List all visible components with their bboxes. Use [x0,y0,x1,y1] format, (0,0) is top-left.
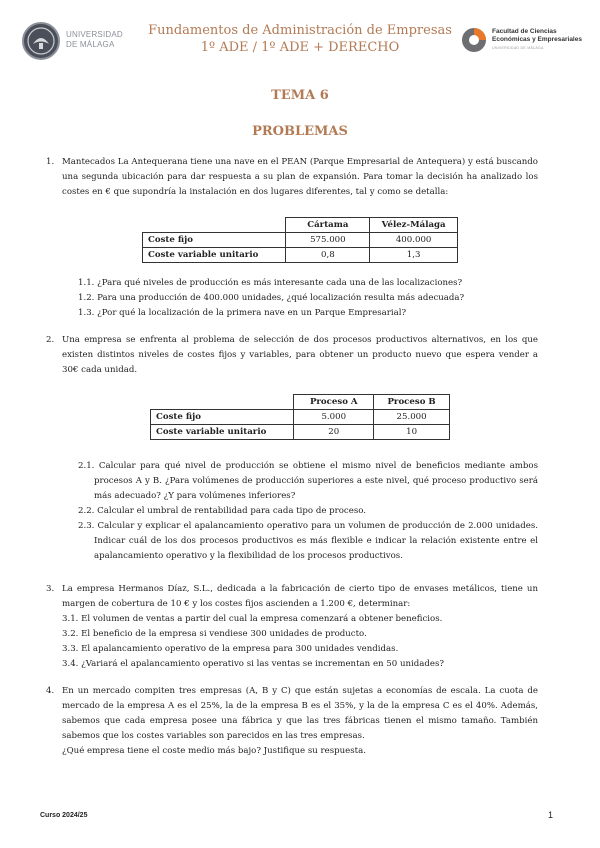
problem-2-text: Una empresa se enfrenta al problema de selección de dos procesos productivos alternativos, en los que existen distintos niveles de costes fijos y variables, para obtener un producto nuevo que espera vender a 30€ cada unidad. [62,335,538,375]
problem-4-statement [46,684,538,759]
problem-2-questions [78,459,538,564]
university-name-line-2: DE MÁLAGA [66,40,115,49]
table-row-label: Coste fijo [151,410,294,425]
table-cell: 400.000 [370,233,458,248]
problem-4-question: ¿Qué empresa tiene el coste medio más bajo? Justifique su respuesta. [62,746,366,756]
problem-1-table [142,217,458,263]
course-title: Fundamentos de Administración de Empresas [148,23,452,38]
section-title: PROBLEMAS [252,124,348,139]
faculty-name-line-2: Económicas y Empresariales [492,36,582,43]
problem-3-statement [46,582,538,672]
table-header-cell: Cártama [286,218,370,233]
faculty-sub: UNIVERSIDAD DE MÁLAGA [492,46,544,50]
course-subtitle: 1º ADE / 1º ADE + DERECHO [200,40,400,55]
topic-title: TEMA 6 [271,88,329,103]
table-row [143,248,458,263]
question-3-4: 3.4. ¿Variará el apalancamiento operativo si las ventas se incrementan en 50 unidades? [62,659,445,669]
question-3-1: 3.1. El volumen de ventas a partir del cual la empresa comenzará a obtener beneficios. [62,614,443,624]
table-corner-cell [143,218,286,233]
table-header-cell: Proceso B [374,395,450,410]
table-cell: 10 [374,425,450,440]
table-cell: 1,3 [370,248,458,263]
table-row-label: Coste fijo [143,233,286,248]
problem-1-questions [78,276,538,321]
faculty-name-line-1: Facultad de Ciencias [492,28,557,35]
page-header [0,18,600,68]
faculty-logo [460,24,585,58]
university-name-line-1: UNIVERSIDAD [66,30,123,39]
problem-3-questions [62,612,538,672]
faculty-emblem-icon [460,26,488,54]
table-header-row [151,395,450,410]
question-2-2: 2.2. Calcular el umbral de rentabilidad para cada tipo de proceso. [78,506,366,516]
question-3-3: 3.3. El apalancamiento operativo de la empresa para 300 unidades vendidas. [62,644,399,654]
problem-2-statement [46,333,538,378]
university-logo [22,22,132,62]
problem-3-text: La empresa Hermanos Díaz, S.L., dedicada a la fabricación de cierto tipo de envases metálicos, tiene un margen de cobertura de 10 € y los costes fijos ascienden a 1.200 €, determinar: [62,584,538,609]
question-2-3: 2.3. Calcular y explicar el apalancamiento operativo para un volumen de producción de 2.000 unidades. Indicar cuál de los dos procesos productivos es más flexible e indicar la relación existente entre el apalancamiento operativo y la flexibilidad de los procesos productivos. [78,521,538,561]
table-cell: 5.000 [294,410,374,425]
course-header [140,22,460,56]
table-row-label: Coste variable unitario [143,248,286,263]
table-row-label: Coste variable unitario [151,425,294,440]
question-2-1: 2.1. Calcular para qué nivel de producción se obtiene el mismo nivel de beneficios mediante ambos procesos A y B. ¿Para volúmenes de producción superiores a este nivel, qué proceso productivo será más adecuado? ¿Y para volúmenes inferiores? [78,461,538,501]
problem-4-number: 4. [46,686,55,696]
table-row [151,410,450,425]
question-1-3: 1.3. ¿Por qué la localización de la primera nave en un Parque Empresarial? [78,308,407,318]
problem-3-number: 3. [46,584,55,594]
problem-1-text: Mantecados La Antequerana tiene una nave en el PEAN (Parque Empresarial de Antequera) y está buscando una segunda ubicación para dar respuesta a su plan de expansión. Para tomar la decisión ha analizado los costes en € que supondría la instalación en dos lugares diferentes, tal y como se detalla: [62,157,538,197]
table-header-row [143,218,458,233]
table-header-cell: Vélez-Málaga [370,218,458,233]
problem-2-number: 2. [46,335,55,345]
table-header-cell: Proceso A [294,395,374,410]
problem-1-statement [46,155,538,200]
problem-4-text: En un mercado compiten tres empresas (A, B y C) que están sujetas a economías de escala. La cuota de mercado de la empresa A es el 25%, la de la empresa B es el 35%, y la de la empresa C es el 40%. Además, sabemos que cada empresa posee una fábrica y que las tres fábricas tienen el mismo tamaño. También sabemos que los costes variables son parecidos en las tres empresas. [62,686,538,741]
footer-course: Curso 2024/25 [40,812,88,819]
university-seal-icon [22,22,60,60]
question-3-2: 3.2. El beneficio de la empresa si vendiese 300 unidades de producto. [62,629,367,639]
problem-2-table [150,394,450,440]
table-cell: 0,8 [286,248,370,263]
table-row [143,233,458,248]
problem-1-number: 1. [46,157,55,167]
table-cell: 575.000 [286,233,370,248]
question-1-2: 1.2. Para una producción de 400.000 unidades, ¿qué localización resulta más adecuada? [78,293,465,303]
table-row [151,425,450,440]
page-number: 1 [548,810,554,820]
table-cell: 25.000 [374,410,450,425]
table-corner-cell [151,395,294,410]
table-cell: 20 [294,425,374,440]
question-1-1: 1.1. ¿Para qué niveles de producción es más interesante cada una de las localizaciones? [78,278,463,288]
